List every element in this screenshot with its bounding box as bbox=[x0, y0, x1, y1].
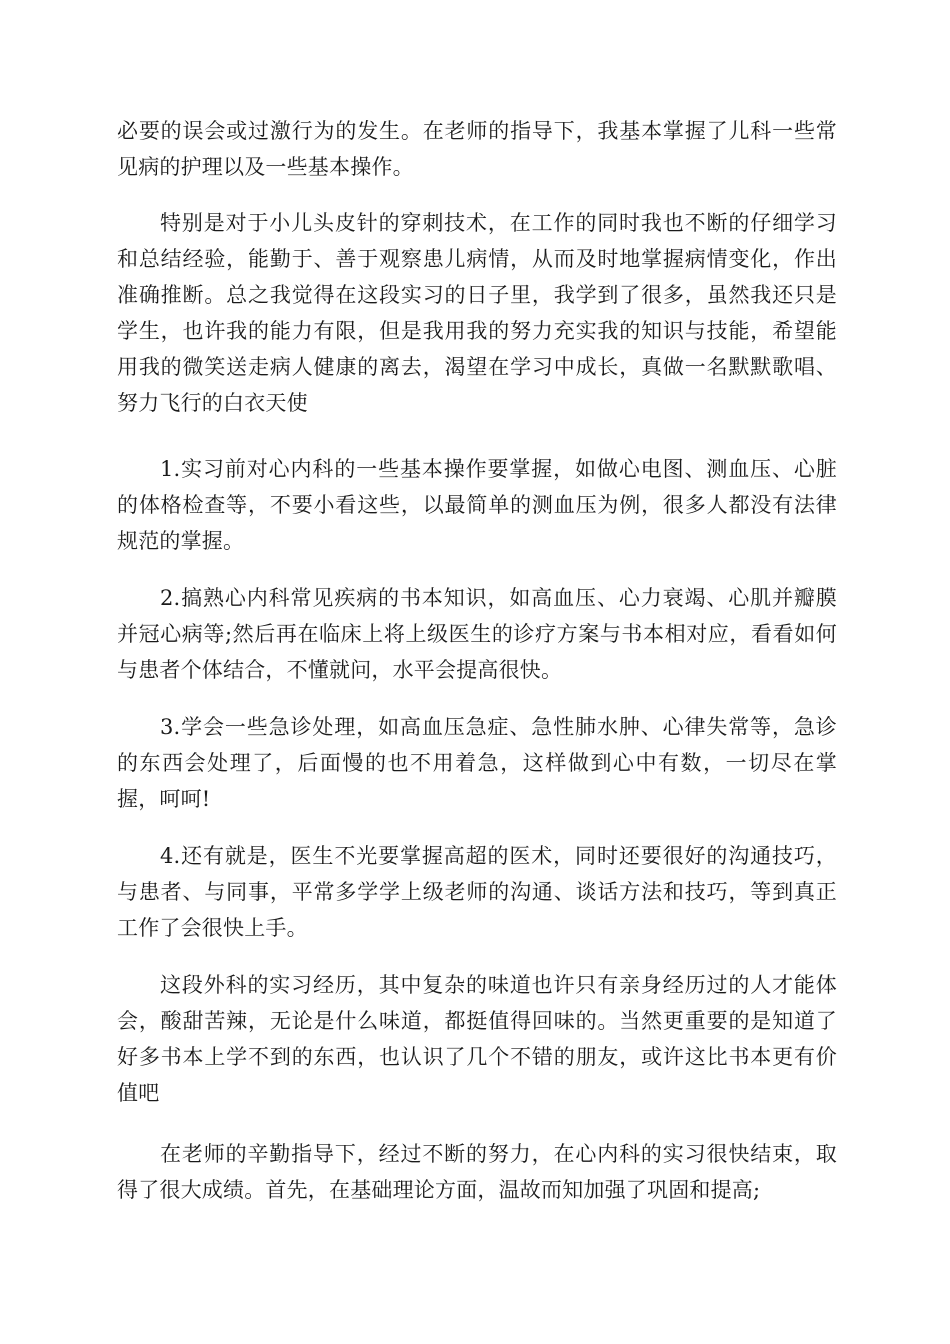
paragraph-3: 1.实习前对心内科的一些基本操作要掌握，如做心电图、测血压、心脏的体格检查等，不要小看这些，以最简单的测血压为例，很多人都没有法律规范的掌握。 bbox=[117, 457, 837, 553]
paragraph-7: 这段外科的实习经历，其中复杂的味道也许只有亲身经历过的人才能体会，酸甜苦辣，无论是什么味道，都挺值得回味的。当然更重要的是知道了好多书本上学不到的东西，也认识了几个不错的朋友，或许这比书本更有价值吧 bbox=[117, 973, 837, 1105]
paragraph-5: 3.学会一些急诊处理，如高血压急症、急性肺水肿、心律失常等，急诊的东西会处理了，后面慢的也不用着急，这样做到心中有数，一切尽在掌握，呵呵! bbox=[117, 715, 837, 811]
paragraph-6: 4.还有就是，医生不光要掌握高超的医术，同时还要很好的沟通技巧，与患者、与同事，平常多学学上级老师的沟通、谈话方法和技巧，等到真正工作了会很快上手。 bbox=[117, 844, 837, 940]
paragraph-1: 必要的误会或过激行为的发生。在老师的指导下，我基本掌握了儿科一些常见病的护理以及一些基本操作。 bbox=[117, 119, 837, 179]
paragraph-4: 2.搞熟心内科常见疾病的书本知识，如高血压、心力衰竭、心肌并瓣膜并冠心病等;然后再在临床上将上级医生的诊疗方案与书本相对应，看看如何与患者个体结合，不懂就问，水平会提高很快。 bbox=[117, 586, 837, 682]
paragraph-8: 在老师的辛勤指导下，经过不断的努力，在心内科的实习很快结束，取得了很大成绩。首先，在基础理论方面，温故而知加强了巩固和提高; bbox=[117, 1142, 837, 1202]
paragraph-2: 特别是对于小儿头皮针的穿刺技术，在工作的同时我也不断的仔细学习和总结经验，能勤于、善于观察患儿病情，从而及时地掌握病情变化，作出准确推断。总之我觉得在这段实习的日子里，我学到了很多，虽然我还只是学生，也许我的能力有限，但是我用我的努力充实我的知识与技能，希望能用我的微笑送走病人健康的离去，渴望在学习中成长，真做一名默默歌唱、努力飞行的白衣天使 bbox=[117, 211, 837, 415]
